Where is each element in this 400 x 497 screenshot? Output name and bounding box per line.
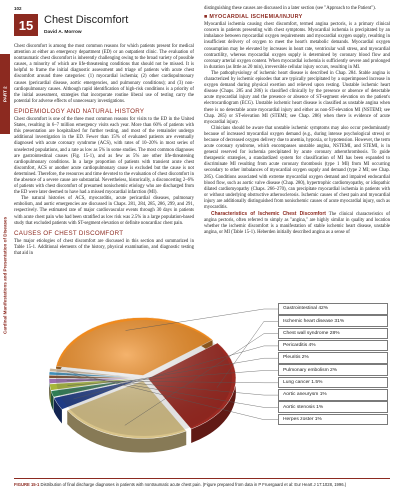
body-paragraph: Chest discomfort is one of the three most common reasons for visits to the ED in the United States, resulting in 6–7 million emergency visits each year. More than 60% of patients with this presentation are hospitalized for further testing, and most of the remainder undergo additional investigation in the ED. Fewer than 15% of evaluated patients are eventually diagnosed with acute coronary syndrome (ACS), with rates of 10–20% in most series of unselected populations, and a rate as low as 5% in some studies. The most common diagnoses are gastrointestinal causes (Fig. 15-1), and as few as 5% are other life-threatening cardiopulmonary conditions. In a large proportion of patients with transient acute chest discomfort, ACS or another acute cardiopulmonary cause is excluded but the cause is not determined. Therefore, the resources and time devoted to the evaluation of chest discomfort in the absence of a severe cause are substantial. Nevertheless, historically, a disconcerting 2–6% of patients with chest discomfort of presumed nonischemic etiology who are discharged from the ED were later deemed to have had a missed myocardial infarction (MI). bbox=[14, 117, 194, 196]
right-column bbox=[204, 6, 390, 236]
caption-label: FIGURE 15-1 bbox=[14, 482, 40, 487]
chapter-number: 15 bbox=[14, 14, 38, 36]
body-text: The clinical characteristics of angina pectoris, often referred to simply as "angina," are highly similar in quality and location whether the ischemic discomfort is a manifestation of stable ischemic heart disease, unstable angina, or MI (Table 15-1). Heberden initially described angina as a sense of bbox=[204, 212, 390, 236]
part-title: Cardinal Manifestations and Presentation of Diseases bbox=[2, 216, 8, 334]
intro-paragraph: Chest discomfort is among the most common reasons for which patients present for medical attention at either an emergency department (ED) or an outpatient clinic. The evaluation of nontraumatic chest discomfort is inherently challenging owing to the broad variety of possible causes, a minority of which are life-threatening conditions that should not be missed. It is helpful to frame the initial diagnostic assessment and triage of patients with acute chest discomfort around three categories: (1) myocardial ischemia; (2) other cardiopulmonary causes (pericardial disease, aortic emergencies, and pulmonary conditions); and (3) non-cardiopulmonary causes. Although rapid identification of high-risk conditions is a priority of the initial assessment, strategies that incorporate routine liberal use of testing carry the potential for adverse effects of unnecessary investigations. bbox=[14, 44, 194, 104]
body-paragraph bbox=[204, 211, 390, 236]
legend-item: Chest wall syndrome 28% bbox=[278, 328, 388, 340]
left-column bbox=[14, 44, 194, 257]
chapter-title: Chest Discomfort bbox=[44, 14, 129, 26]
body-paragraph: The major etiologies of chest discomfort are discussed in this section and summarized in Table 15-1. Additional elements of the history, physical examination, and diagnostic testing that aid in bbox=[14, 238, 194, 256]
legend-item: Aortic aneurysm 1% bbox=[278, 389, 388, 401]
section-heading-epidemiology: EPIDEMIOLOGY AND NATURAL HISTORY bbox=[14, 107, 145, 115]
body-paragraph: The pathophysiology of ischemic heart disease is described in Chap. 284. Stable angina is characterized by ischemic episodes that are typically precipitated by a superimposed increase in oxygen demand during physical exertion and relieved upon resting. Unstable ischemic heart disease (Chaps. 285 and 286) is classified clinically by the presence or absence of detectable acute myocardial injury and the presence or absence of ST-segment elevation on the patient's electrocardiogram (ECG). Unstable ischemic heart disease is classified as unstable angina when there is no detectable acute myocardial injury and either as non-ST-elevation MI (NSTEMI; see Chap. 285) or ST-elevation MI (STEMI; see Chap. 286) when there is evidence of acute myocardial injury. bbox=[204, 70, 390, 125]
legend-item: Aortic stenosis 1% bbox=[278, 401, 388, 413]
subsection-heading: Characteristics of Ischemic Chest Discomfort bbox=[211, 211, 326, 218]
legend-item: Pleuritis 2% bbox=[278, 352, 388, 364]
caption-text: Distribution of final discharge diagnoses in patients with nontraumatic acute chest pain. (Figure prepared from data in P Fruergaard et al: Eur Heart J 17:1028, 1996.) bbox=[40, 482, 347, 487]
legend-item: Ischemic heart disease 31% bbox=[278, 315, 388, 327]
body-paragraph: Myocardial ischemia causing chest discomfort, termed angina pectoris, is a primary clinical concern in patients presenting with chest symptoms. Myocardial ischemia is precipitated by an imbalance between myocardial oxygen requirements and myocardial oxygen supply, resulting in insufficient delivery of oxygen to meet the heart's metabolic demands. Myocardial oxygen consumption may be elevated by increases in heart rate, ventricular wall stress, and myocardial contractility, whereas myocardial oxygen supply is determined by coronary blood flow and coronary arterial oxygen content. When myocardial ischemia is sufficiently severe and prolonged in duration (as little as 20 min), irreversible cellular injury occurs, resulting in MI. bbox=[204, 22, 390, 70]
page-number: 102 bbox=[14, 6, 22, 11]
chapter-author: David A. Morrow bbox=[44, 30, 82, 35]
caption-rule bbox=[14, 478, 390, 479]
legend-item: Lung cancer 1.5% bbox=[278, 377, 388, 389]
section-heading-ischemia bbox=[204, 14, 390, 20]
pie-gloss bbox=[56, 320, 232, 436]
body-paragraph: The natural histories of ACS, myocarditis, acute pericardial diseases, pulmonary embolism, and aortic emergencies are discussed in Chaps. 281, 284, 285, 286, 299, and 291, respectively. The estimated rate of major cardiovascular events through 30 days in patients with acute chest pain who had been stratified as low risk was 2.5% in a large population-based study that excluded patients with ST-segment elevation or definite noncardiac chest pain. bbox=[14, 196, 194, 226]
section-heading-ischemia-label: MYOCARDIAL ISCHEMIA/INJURY bbox=[209, 14, 303, 21]
body-paragraph: distinguishing these causes are discussed in a later section (see "Approach to the Patient"). bbox=[204, 6, 376, 11]
legend-item: Pericarditis 4% bbox=[278, 340, 388, 352]
body-paragraph: Clinicians should be aware that unstable ischemic symptoms may also occur predominantly because of increased myocardial oxygen demand (e.g., during intense psychological stress) or because of decreased oxygen delivery due to anemia, hypoxia, or hypotension. However, the term acute coronary syndrome, which encompasses unstable angina, NSTEMI, and STEMI, is in general reserved for ischemia precipitated by acute coronary atherothrombosis. To guide therapeutic strategies, a standardized system for classification of MI has been expanded to discriminate MI resulting from acute coronary thrombosis (type 1 MI) from MI occurring secondary to other imbalances of myocardial oxygen supply and demand (type 2 MI; see Chap. 285). Conditions associated with extreme myocardial oxygen demand and impaired endocardial blood flow, such as aortic valve disease (Chap. 280), hypertrophic cardiomyopathy, or idiopathic dilated cardiomyopathy (Chaps. 266–270), can precipitate myocardial ischemia in patients with or without underlying obstructive atherosclerosis. Ischemic causes of chest pain and myocardial injury are additionally distinguished from nonischemic causes of acute myocardial injury, such as myocarditis. bbox=[204, 125, 390, 210]
chart-legend bbox=[278, 303, 388, 426]
part-tab: PART 2 bbox=[0, 54, 10, 134]
legend-item: Pulmonary embolism 2% bbox=[278, 364, 388, 376]
legend-item: Gastrointestinal 42% bbox=[278, 303, 388, 315]
legend-item: Herpes zoster 1% bbox=[278, 414, 388, 426]
square-bullet-icon: ■ bbox=[204, 14, 210, 21]
figure-caption bbox=[14, 482, 390, 487]
section-heading-causes: CAUSES OF CHEST DISCOMFORT bbox=[14, 229, 124, 237]
